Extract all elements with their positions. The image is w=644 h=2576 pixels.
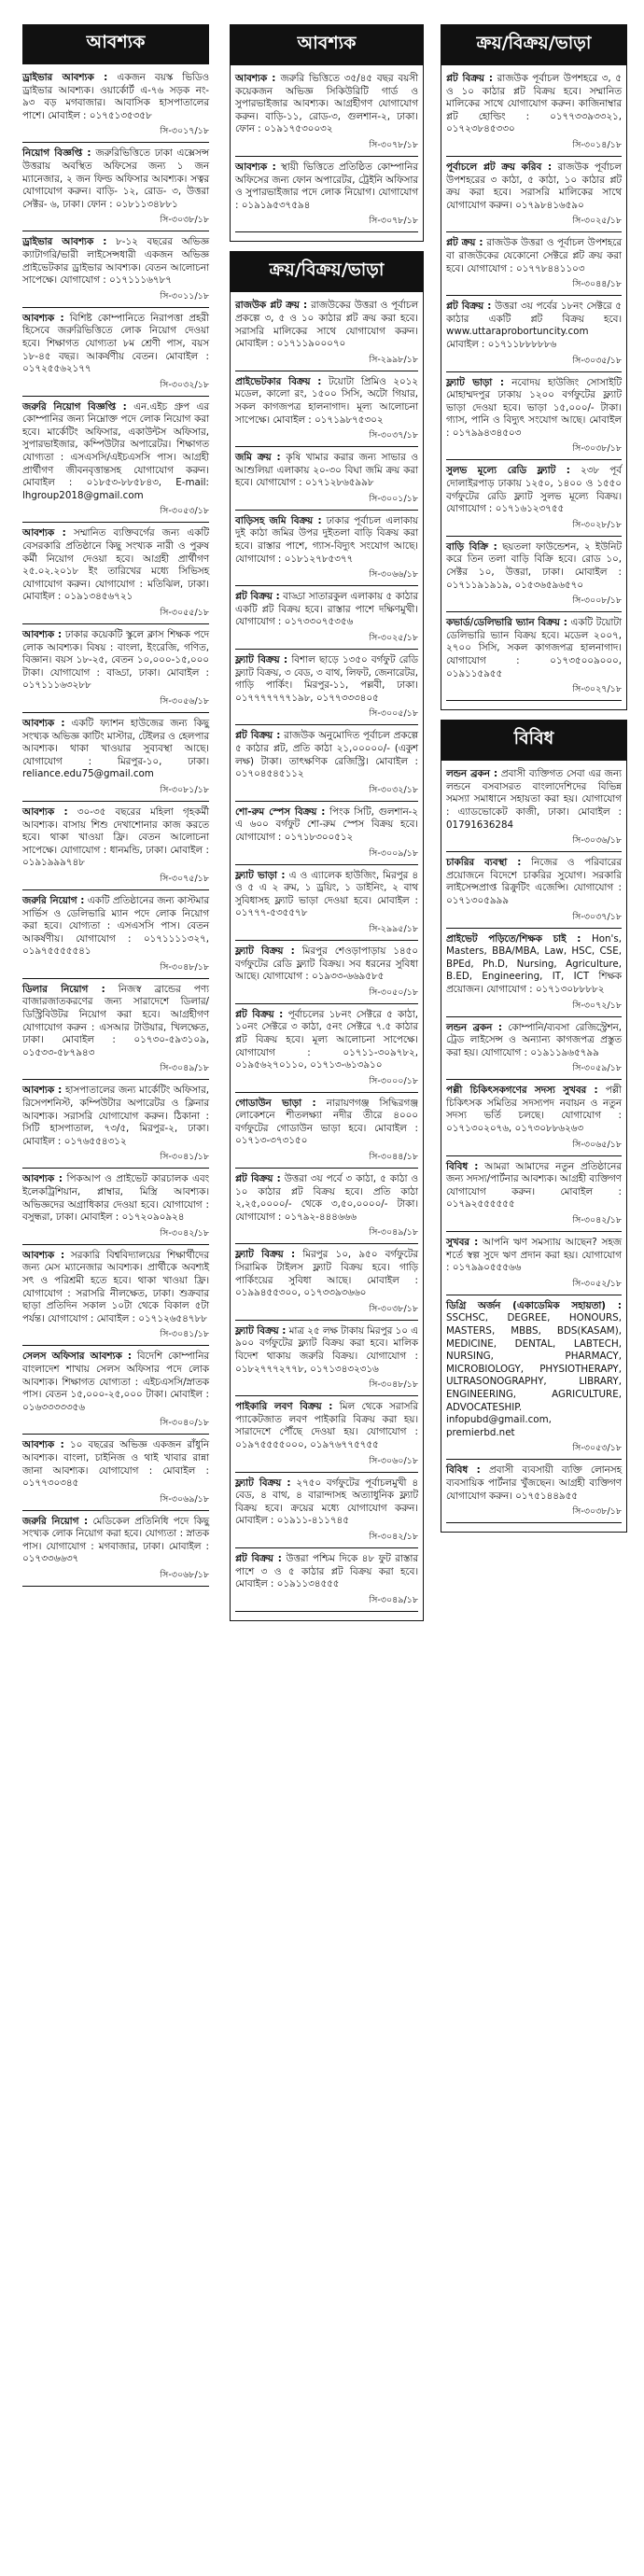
- ad-reference: সি-৩০৫৩/১৮: [572, 1443, 622, 1454]
- ad-divider: [22, 1345, 209, 1346]
- ad-list: [446, 768, 622, 1523]
- ad-heading: প্লট বিক্রয় :: [446, 301, 492, 313]
- ad-heading: জরুরি নিয়োগ বিজ্ঞপ্তি :: [22, 400, 127, 413]
- ad-heading: নিয়োগ বিজ্ঞপ্তি :: [22, 147, 91, 160]
- ad-divider: [235, 510, 418, 511]
- ad-reference: সি-৩০৪৮/১৮: [369, 1379, 418, 1391]
- ad-divider: [446, 1231, 622, 1232]
- ad-divider: [446, 928, 622, 929]
- ad-body: ছয়তলা ফাউন্ডেশন, ২ ইউনিট করে তিন তলা বাড়ি বিক্রি হবে। রোড ১০, সেক্টর ১০, উত্তরা, ঢাকা। মোবাইল : ০১৭১১৯১৯১৯, ০১৫৩৬৫৯৬৫৭০: [446, 540, 622, 591]
- ad-divider: [235, 1395, 418, 1396]
- ad-reference: সি-৩০৪৪/১৮: [572, 279, 622, 290]
- ad-body: কোম্পানি/ব্যবসা রেজিস্ট্রেশন, ট্রেড লাইসেন্স ও অন্যান্য কাগজপত্র প্রস্তুত করা হয়। যোগাযোগ : ০১৯১১৯৬৫৭৯৯: [446, 1021, 622, 1058]
- ad-heading: জরুরি নিয়োগ :: [22, 894, 85, 906]
- ad-reference: সি-৩০৪১/১৮: [160, 1152, 209, 1163]
- ad-divider: [22, 1586, 209, 1587]
- ad-heading: পল্লী চিকিৎসকগণের সদস্য সুখবর :: [446, 1085, 598, 1097]
- ad-reference: সি-৩০১৪/১৮: [572, 139, 622, 150]
- ad-body: বিদেশি কোম্পানির বাংলাদেশ শাখায় সেলস অফিসার পদে লোক আবশ্যক। শিক্ষাগত যোগ্যতা : এইচএসসি/স্নাতক পাস। বেতন ১৫,০০০-২৫,০০০ টাকা। মোবাইল : ০১৬৩৩৩৩৩৫৬: [22, 1351, 210, 1413]
- ad-divider: [22, 623, 209, 624]
- classified-ad: [22, 1173, 209, 1226]
- ad-heading: বিবিধ :: [446, 1464, 481, 1477]
- ad-divider: [446, 611, 622, 612]
- ad-body: টয়োটা প্রিমিও ২০১২ মডেল, কালো রং, ১৫০০ সিসি, অটো গিয়ার, সকল কাগজপত্র হালনাগাদ। মূল্য আলোচনা সাপেক্ষে। মোবাইল : ০১৭১৯৮৭৫৩০২: [235, 375, 418, 426]
- ad-body: উত্তরা ৩য় পর্বে ৩ কাঠা, ৫ কাঠা ও ১০ কাঠার প্লট বিক্রয় হবে। প্রতি কাঠা ২,২৫,০০০০/- থেকে ৩,৫০,০০০০/- টাকা। যোগাযোগ : ০১৭৯২-৪৪৪৬৬৬: [235, 1173, 419, 1223]
- ad-heading: প্লট ক্রয় :: [446, 237, 483, 249]
- ad-divider: [446, 1459, 622, 1460]
- classified-ad: [446, 465, 622, 518]
- classified-ad: [446, 1085, 622, 1138]
- ad-divider: [446, 371, 622, 372]
- classified-ad: [446, 1161, 622, 1214]
- ad-divider: [446, 1079, 622, 1080]
- ad-divider: [446, 700, 622, 701]
- classified-ad: [235, 73, 418, 139]
- ad-divider: [446, 295, 622, 296]
- section-header: ক্রয়/বিক্রয়/ভাড়া: [441, 25, 626, 65]
- ad-body: জরুরিভিত্তিতে ঢাকা এক্সেসন্স উত্তরায় অবস্থিত অফিসের জন্য ১ জন ম্যানেজার, ২ জন ফিল্ড অফিসার আবশ্যক। সত্বর যোগাযোগ করুন। বাড়ি- ১২, রোড- ৩, উত্তরা সেক্টর- ৬, ঢাকা। ফোন : ০১৮১১৩৪৮৮১: [22, 147, 209, 210]
- classified-ad: [235, 1249, 418, 1302]
- ad-heading: রাজউক প্লট ক্রয় :: [235, 300, 308, 312]
- ad-divider: [235, 724, 418, 725]
- ad-heading: জমি ক্রয় :: [235, 452, 281, 464]
- ad-reference: সি-৩০২৫/১৮: [572, 216, 622, 227]
- ad-reference: সি-৩০০০/১৮: [369, 1075, 418, 1086]
- ad-heading: প্লট বিক্রয় :: [235, 591, 280, 603]
- classified-ad: [235, 300, 418, 353]
- classified-ad: [22, 1439, 209, 1492]
- ad-heading: লন্ডন ব্রকন :: [446, 768, 498, 780]
- classified-ad: [446, 237, 622, 278]
- ad-heading: প্লট বিক্রয় :: [235, 1173, 281, 1185]
- classified-ad: [235, 1009, 418, 1075]
- ad-body: এ ও এ্যালেক হাউজিং, মিরপুর ৪ ও ৫ এ ২ রুম, ১ ড্রয়িং, ১ ডাইনিং, ২ বাথ সুবিধাসহ ফ্ল্যাট ভাড়া দেওয়া হবে। মোবাইল : ০১৭৭৭-৫৩৫৫৭৮: [235, 869, 419, 919]
- ad-body: নিজের ও পরিবারের প্রয়োজনে বিদেশে চাকরির সুযোগ। সরকারি লাইসেন্সপ্রাপ্ত রিক্রুটিং এজেন্সি। যোগাযোগ : ০১৭১৩০৫৯৯৯: [446, 857, 622, 906]
- ad-divider: [235, 940, 418, 941]
- ad-heading: প্লট বিক্রয় :: [446, 73, 493, 84]
- classified-ad: [235, 376, 418, 429]
- ad-heading: আবশ্যক :: [22, 1249, 65, 1261]
- ad-reference: সি-৩০৫২/১৮: [572, 1278, 622, 1289]
- ad-divider: [446, 156, 622, 157]
- classified-ad: [235, 1553, 418, 1594]
- classified-ad: [235, 591, 418, 632]
- classified-ad: [235, 161, 418, 215]
- ad-heading: গোডাউন ভাড়া :: [235, 1097, 316, 1109]
- ad-reference: সি-৩০৩৮/১৮: [160, 215, 209, 226]
- ad-heading: পূর্বাচলে প্লট ক্রয় করিব :: [446, 161, 553, 173]
- ad-body: Hon's, Masters, BBA/MBA, Law, HSC, CSE, BPEd, Ph.D, Nursing, Agriculture, B.ED, Engineering, IT, ICT শিক্ষক প্রয়োজন। যোগাযোগ : ০১৭১৩০৮৮৮৮২: [446, 932, 622, 995]
- ad-reference: সি-৩০১৭/১৮: [160, 126, 209, 137]
- ad-divider: [446, 1155, 622, 1156]
- ad-reference: সি-৩০৮১/১৮: [160, 784, 209, 795]
- ad-divider: [235, 864, 418, 865]
- ad-divider: [22, 712, 209, 713]
- ad-body: মেডিকেল প্রতিনিধি পদে কিছু সংখ্যক লোক নিয়োগ করা হবে। যোগ্যতা : স্নাতক পাস। যোগাযোগ : মগবাজার, ঢাকা। মোবাইল : ০১৭৩৩৬৬৩৭: [22, 1515, 209, 1565]
- ad-divider: [235, 156, 418, 157]
- ad-reference: সি-৩০৭২/১৮: [572, 1000, 622, 1011]
- ad-heading: আবশ্যক :: [22, 717, 65, 729]
- ad-divider: [22, 801, 209, 802]
- ad-divider: [235, 231, 418, 232]
- ad-reference: সি-৩০৪২/১৮: [572, 1215, 622, 1226]
- ad-heading: আবশ্যক :: [235, 161, 276, 173]
- ad-heading: আবশ্যক :: [22, 527, 66, 539]
- ad-body: রাজউকের উত্তরা ও পূর্বাচল প্রকল্পে ৩, ৫ ও ১০ কাঠার প্লট ক্রয় করা হবে। সরাসরি মালিকের সাথে যোগাযোগ করুন। মোবাইল : ০১৭১১৯০০০৭০: [235, 300, 418, 350]
- ad-reference: সি-২৯৯৫/১৮: [369, 923, 418, 934]
- ad-heading: ফ্ল্যাট ভাড়া :: [446, 376, 504, 388]
- ad-divider: [235, 1472, 418, 1473]
- classified-ad: [22, 1516, 209, 1569]
- ad-body: উত্তরা পশ্চিম দিকে ৪৮ ফুট রাস্তার পাশে ৩ ও ৫ কাঠার প্লট বিক্রয় করা হবে। মোবাইল : ০১৯১১৩৪৫৫৫: [235, 1552, 418, 1590]
- ad-reference: সি-৩০২৭/১৮: [572, 684, 622, 695]
- ad-heading: ড্রাইভার আবশ্যক :: [22, 72, 108, 83]
- ad-body: এন.এইচ গ্রুপ এর কোম্পানির জন্য নিম্নোক্ত পদে লোক নিয়োগ করা হবে। মার্কেটিং অফিসার, একাউন্টস অফিসার, সুপারভাইজার, কম্পিউটার অপারেটর। শিক্ষাগত যোগ্যতা : এসএসসি/এইচএসসি পাস। আগ্রহী প্রার্থীগণ জীবনবৃত্তান্তসহ যোগাযোগ করুন। মোবাইল : ০১৮৫৩-৮৮৫৮৪৩, E-mail: lhgroup2018@gmail.com: [22, 400, 209, 501]
- ad-heading: শো-রুম স্পেস বিক্রয় :: [235, 805, 326, 818]
- ad-heading: প্লট বিক্রয় :: [235, 1008, 284, 1020]
- classified-ad: [235, 654, 418, 707]
- ad-body: প্রবাসী ব্যবসায়ী ব্যক্তি লোনসহ ব্যবসায়িক পার্টনার খুঁজছেন। আগ্রহী ব্যক্তিগণ যোগাযোগ করুন। ০১৭৫১৪৪৯৫৫: [446, 1464, 623, 1502]
- ad-reference: সি-৩০৪০/১৮: [160, 1418, 209, 1429]
- ad-heading: কভার্ড/ডেলিভারি ভ্যান বিক্রয় :: [446, 617, 567, 629]
- ad-heading: প্লট বিক্রয় :: [235, 730, 281, 742]
- ad-body: মিরপুর ১০, ৯৫০ বর্গফুটের সিরামিক টাইলস ফ্ল্যাট বিক্রয় হবে। গাড়ি পার্কিংয়ের সুবিধা আছে। মোবাইল : ০১৯৯৪৫৫৩০০, ০১৭৩৩৯৩৬৬০: [235, 1249, 418, 1299]
- classified-ad: [235, 945, 418, 987]
- ad-reference: সি-৩০৩৭/১৮: [369, 430, 418, 441]
- classified-ad: [22, 1250, 209, 1329]
- ad-reference: সি-২৯৯৮/১৮: [369, 354, 418, 365]
- ad-divider: [235, 1092, 418, 1093]
- ad-reference: সি-৩০৫০/১৮: [369, 987, 418, 998]
- ad-body: একটি প্রতিষ্ঠানের জন্য কাস্টমার সার্ভিস ও ডেলিভারি ম্যান পদে লোক নিয়োগ করা হবে। যোগ্যতা : এসএসসি পাস। বেতন আকর্ষণীয়। যোগাযোগ : ০১৭১১১১৩২৭, ০১৯৭৫৫৫৫৫৪১: [22, 894, 209, 958]
- ad-reference: সি-৩০৩২/১৮: [369, 784, 418, 795]
- classified-ad: [235, 515, 418, 568]
- classified-ad: [446, 1464, 622, 1505]
- ad-divider: [22, 889, 209, 890]
- ad-heading: ফ্ল্যাট বিক্রয় :: [235, 1324, 287, 1337]
- ad-reference: সি-৩০৪৪/১৮: [369, 1152, 418, 1163]
- classified-ad: [446, 933, 622, 1000]
- ad-body: নারায়ণগঞ্জ সিদ্ধিরগঞ্জ লোকেশনে শীতলক্ষ্যা নদীর তীরে ৪০০০ বর্গফুটের গোডাউন ভাড়া হবে। মোবাইল : ০১৭১৩-৩৭৩১৫০: [235, 1097, 418, 1147]
- ad-heading: ফ্ল্যাট ভাড়া :: [235, 869, 286, 881]
- ad-heading: চাকরির ব্যবস্থা :: [446, 857, 522, 869]
- ad-body: রাজউক পূর্বাচল উপশহরে ৩, ৫ ও ১০ কাঠার প্লট বিক্রয় হবে। সম্মানিত মালিকের সাথে যোগাযোগ করুন। কাজিনাম্বার প্লট হোল্ডিং : ০১৭৭৩৩৯৩৩২১, ০১৭২৩৮৪৫৩৩০: [446, 73, 622, 135]
- ad-list: [235, 73, 418, 232]
- ad-reference: সি-৩০০৫/১৮: [369, 708, 418, 720]
- ad-body: মিরপুর শেওড়াপাড়ায় ১৪৫০ বর্গফুটের রেডি ফ্ল্যাট বিক্রয়। সব ধরনের সুবিধা আছে। যোগাযোগ : ০১৯৩৩-৬৬৯৫৮৫: [235, 945, 418, 983]
- classified-ad: [446, 1022, 622, 1063]
- ad-reference: সি-৩০৭৮/১৮: [369, 139, 418, 150]
- ad-heading: আবশ্যক :: [235, 73, 276, 84]
- classified-ad: [22, 629, 209, 695]
- ad-body: মাত্র ২৫ লক্ষ টাকায় মিরপুর ১০ এ ৯০০ বর্গফুটের ফ্ল্যাট বিক্রয় করা হবে। মালিক বিদেশ থাকায় জরুরি বিক্রয়। যোগাযোগ : ০১৮২৭৭৭২৭৭৮, ০১৭১৩৪৩২৩১৬: [235, 1324, 418, 1375]
- classified-ad: [22, 313, 209, 379]
- column-1: [22, 24, 209, 1591]
- classified-ad: [235, 1098, 418, 1151]
- ad-body: সরকারি বিশ্ববিদ্যালয়ের শিক্ষার্থীদের জন্য মেস ম্যানেজার আবশ্যক। প্রার্থীকে অবশ্যই সৎ ও পরিশ্রমী হতে হবে। থাকা খাওয়া ফ্রি। যোগাযোগ : সরাসরি নীলক্ষেত, ঢাকা। শুক্রবার ছাড়া প্রতিদিন সকাল ১০টা থেকে বিকাল ৫টা পর্যন্ত। যোগাযোগ : মোবাইল : ০১৭১২৬৫৪৭৮৮: [22, 1249, 209, 1324]
- section-header: আবশ্যক: [22, 24, 209, 64]
- ad-body: একটি টয়োটা ডেলিভারি ভ্যান বিক্রয় হবে। মডেল ২০০৭, ২৭০০ সিসি, সকল কাগজপত্র হালনাগাদ। যোগাযোগ : ০১৭৩৫০০৯০০০, ০১৯১১৫৯৫৫: [446, 617, 622, 679]
- classified-ad: [235, 1325, 418, 1379]
- ad-divider: [446, 1016, 622, 1017]
- ad-heading: সুলভ মূল্যে রেডি ফ্ল্যাট :: [446, 465, 570, 477]
- ad-reference: সি-৩০৩৭/১৮: [572, 911, 622, 922]
- ad-divider: [22, 522, 209, 523]
- ad-divider: [446, 459, 622, 460]
- ad-reference: সি-৩০৩৮/১৮: [572, 1506, 622, 1518]
- ad-divider: [22, 1079, 209, 1080]
- ad-body: SSCHSC, DEGREE, HONOURS, MASTERS, MBBS, BDS(KASAM), MEDICINE, DENTAL, LABTECH, NURSING, PHARMACY, MICROBIOLOGY, PHYSIOTHERAPY, ULTRASONOGRAPHY, LIBRARY, ENGINEERING, AGRICULTURE, ADVOCATESHIP. infopubd@gmail.com, premierbd.net: [446, 1312, 622, 1438]
- ad-body: পিংক সিটি, গুলশান-২ এ ৬০০ বর্গফুট শো-রুম স্পেস বিক্রয় হবে। যোগাযোগ : ০১৭১৮৩০০৫১২: [235, 805, 418, 843]
- classified-ad: [235, 1173, 418, 1226]
- classified-ad: [22, 72, 209, 125]
- ad-reference: সি-৩০৪৮/১৮: [160, 961, 209, 973]
- ad-heading: আবশ্যক :: [22, 312, 64, 324]
- classified-ad: [22, 147, 209, 214]
- classified-ad: [235, 1401, 418, 1454]
- ad-heading: ডিগ্রি অর্জন (একাডেমিক সহায়তা) :: [446, 1299, 622, 1311]
- ad-body: জরুরি ভিত্তিতে ৩৫/৪৫ বছর বয়সী কয়েকজন অভিজ্ঞ সিকিউরিটি গার্ড ও সুপারভাইজার আবশ্যক। আগ্রহীগণ যোগাযোগ করুন। বাড়ি-১১, রোড-৩, গুলশান-২, ঢাকা। ফোন : ০১৯১৭৫৩০০৩২: [235, 73, 418, 135]
- ad-reference: সি-৩০৩৮/১৮: [369, 1303, 418, 1314]
- ad-divider: [235, 446, 418, 447]
- classified-ad: [235, 1477, 418, 1531]
- ad-heading: ফ্ল্যাট বিক্রয় :: [235, 945, 295, 957]
- ad-body: ২৩৮ পূর্ব দোলাইরপাড় ঢাকায় ১২৫০, ১৪০০ ও ১৫৫০ বর্গফুটের রেডি ফ্ল্যাট সুলভ মূল্যে বিক্রয়। যোগাযোগ : ০১৭১৬১২৩৭৫৫: [446, 465, 622, 515]
- ad-divider: [22, 1244, 209, 1245]
- ad-reference: সি-৩০৬৬/১৮: [369, 569, 418, 581]
- ad-divider: [446, 231, 622, 232]
- ad-body: বিশিষ্ট কোম্পানিতে নিরাপত্তা প্রহরী হিসেবে জরুরিভিত্তিতে লোক নিয়োগ দেওয়া হবে। শিক্ষাগত যোগ্যতা ৮ম শ্রেণী পাস, বয়স ১৮-৪৫ বছর। আকর্ষণীয় বেতন। মোবাইল : ০১৭২৫৫৬২১৭৭: [22, 312, 209, 375]
- ad-heading: প্রাইভেট পড়িতে/শিক্ষক চাই :: [446, 932, 581, 945]
- ad-reference: সি-৩০৩৫/১৮: [572, 355, 622, 366]
- ad-reference: সি-৩০৪৯/১৮: [369, 1594, 418, 1605]
- boxed-section: [230, 24, 424, 242]
- ad-body: একটি ফ্যাশন হাউজের জন্য কিছু সংখ্যক অভিজ্ঞ কাটিং মাস্টার, টেইলর ও হেলপার আবশ্যক। থাকা খাওয়ার সুব্যবস্থা আছে। যোগাযোগ : মিরপুর-১০, ঢাকা। reliance.edu75@gmail.com: [22, 717, 209, 780]
- ad-body: স্থায়ী ভিত্তিতে প্রতিষ্ঠিত কোম্পানির অফিসের জন্য ফোন অপারেটর, ট্রেইনি অফিসার ও সুপারভাইজার পদে লোক নিয়োগ। যোগাযোগ : ০১৯১৯৫৩৭৫৯৪: [235, 161, 418, 211]
- classified-ad: [446, 301, 622, 354]
- classified-ad: [22, 806, 209, 873]
- ad-list: [235, 300, 418, 1611]
- ad-body: নবোদয় হাউজিং সোসাইটি মোহাম্মদপুর ঢাকায় ১২০০ বর্গফুটের ফ্ল্যাট ভাড়া দেওয়া হবে। ভাড়া ১৫,০০০/- টাকা। গ্যাস, পানি ও বিদ্যুৎ সংযোগ আছে। মোবাইল : ০১৭৯৯৪৩৪৫০৩: [446, 376, 623, 439]
- ad-reference: সি-৩০৩৮/১৮: [572, 443, 622, 455]
- ad-reference: সি-৩০৫৫/১৮: [160, 608, 209, 618]
- ad-body: রাজউক পূর্বাচল উপশহরের ৩ কাঠা, ৫ কাঠা, ১০ কাঠার প্লট ক্রয় করা হবে। সরাসরি মালিকের সাথে যোগাযোগ করুন। ০১৭৯৮৪১৬৫৯০: [446, 161, 622, 211]
- ad-body: রাজউক উত্তরা ও পূর্বাচল উপশহরে বা রাজউকের যেকোনো সেক্টরে প্লট ক্রয় করা হবে। যোগাযোগ : ০১৭৭৮৪৪১১০৩: [446, 237, 622, 274]
- ad-body: ১০ বছরের অভিজ্ঞ একজন রাঁধুনি আবশ্যক। বাংলা, চাইনিজ ও থাই খাবার রান্না জানা আবশ্যক। যোগাযোগ : মোবাইল : ০১৭৭৩০৩৪৫: [22, 1439, 209, 1490]
- classified-ad: [446, 857, 622, 910]
- ad-heading: বিবিধ :: [446, 1160, 479, 1172]
- classified-ad: [235, 452, 418, 493]
- column-2: [230, 24, 424, 1631]
- classified-ad: [446, 541, 622, 595]
- classified-ad: [22, 527, 209, 607]
- ad-body: পিকআপ ও প্রাইভেট কারচালক এবং ইলেকট্রিশিয়ান, প্লাম্বার, মিস্ত্রি আবশ্যক। অভিজ্ঞদের অগ্রাধিকার দেওয়া হবে। যোগাযোগ : বসুন্ধরা, ঢাকা। মোবাইল : ০১৭২০৯০৯২৪: [22, 1173, 209, 1224]
- section-header: আবশ্যক: [231, 25, 423, 65]
- ad-body: রাজউক অনুমোদিত পূর্বাচল প্রকল্পে ৫ কাঠার প্লট, প্রতি কাঠা ২১,০০০০০/- (একুশ লক্ষ) টাকা। তাৎক্ষণিক রেজিস্ট্রি। মোবাইল : ০১৭০৪৫৪৫১১২: [235, 730, 418, 780]
- ad-heading: ফ্ল্যাট বিক্রয় :: [235, 1249, 296, 1261]
- classified-ad: [446, 1237, 622, 1278]
- boxed-section: [441, 24, 627, 710]
- classified-ad: [22, 1085, 209, 1151]
- ad-heading: ডিলার নিয়োগ :: [22, 983, 105, 995]
- ad-reference: সি-৩০৪১/১৮: [160, 1329, 209, 1340]
- ad-reference: সি-৩০৬৫/১৮: [572, 1139, 622, 1150]
- classified-ad: [22, 718, 209, 784]
- column-3: [441, 24, 627, 1542]
- classified-ad: [22, 1351, 209, 1417]
- ad-reference: সি-৩০৫৩/১৮: [160, 506, 209, 517]
- ad-reference: সি-৩০০১/১৮: [369, 493, 418, 504]
- ad-heading: ফ্ল্যাট বিক্রয় :: [235, 654, 288, 666]
- ad-reference: সি-৩০৬৯/১৮: [160, 1493, 209, 1505]
- ad-heading: প্রাইভেটকার বিক্রয় :: [235, 375, 322, 387]
- ad-divider: [446, 851, 622, 852]
- classified-ad: [446, 617, 622, 683]
- ad-divider: [22, 396, 209, 397]
- ad-reference: সি-৩০৫৬/১৮: [160, 695, 209, 707]
- classified-ad: [446, 161, 622, 215]
- ad-reference: সি-৩০৫৯/১৮: [572, 1063, 622, 1074]
- ad-body: মিল থেকে সরাসরি প্যাকেটজাত লবণ পাইকারি বিক্রয় করা হয়। সারাদেশে পৌঁছে দেওয়া হয়। যোগাযোগ : ০১৯৭৫৫৫৫০০০, ০১৯৭৬৭৭৫৭৫৫: [235, 1401, 418, 1450]
- ad-list: [446, 73, 622, 701]
- ad-divider: [235, 1168, 418, 1169]
- section-header: ক্রয়/বিক্রয়/ভাড়া: [231, 252, 423, 292]
- ad-reference: সি-৩০৩৬/১৮: [572, 835, 622, 847]
- ad-divider: [22, 1434, 209, 1435]
- ad-body: ৮-১২ বছরের অভিজ্ঞ ক্যাটাগরি/ভারী লাইসেন্সধারী একজন অভিজ্ঞ প্রাইভেটকার ড্রাইভার আবশ্যক। বেতন আলোচনা সাপেক্ষে। যোগাযোগ : ০১৭১১১৬৭৮৭: [22, 236, 209, 287]
- ad-divider: [235, 1611, 418, 1612]
- ad-heading: আবশ্যক :: [22, 629, 63, 640]
- ad-body: আপনি ঋণ সমস্যায় আছেন? সহজ শর্তে স্বল্প সুদে ঋণ প্রদান করা হয়। যোগাযোগ : ০১৭৯৯০৫৫৫৬৬: [446, 1237, 622, 1274]
- boxed-section: [230, 251, 424, 1620]
- ad-body: পূর্বাচলের ১৮নং সেক্টরে ৫ কাঠা, ১০নং সেক্টরে ৩ কাঠা, ৫নং সেক্টরে ৭.৫ কাঠার প্লট বিক্রয় হবে। মূল্য আলোচনা সাপেক্ষে। যোগাযোগ : ০১৭১১-৩০৯৭৮২, ০১৯৫৬২৭০১১০, ০১৭১৩-৬১৩৯১০: [235, 1008, 418, 1071]
- ad-body: সম্মানিত ব্যক্তিবর্গের জন্য একটি বেসরকারি প্রতিষ্ঠানে কিছু সংখ্যক নারী ও পুরুষ কর্মী নিয়োগ দেওয়া হবে। আগ্রহী প্রার্থীগণ ২৫.০২.২০১৮ ইং তারিখের মধ্যে সিভিসহ যোগাযোগ করুন। যোগাযোগ : মতিঝিল, ঢাকা। মোবাইল : ০১৯১৩৪৫৬৭২১: [22, 527, 209, 603]
- classified-ad: [22, 984, 209, 1063]
- classified-ad: [446, 1300, 622, 1443]
- ad-divider: [235, 801, 418, 802]
- classified-ad: [235, 806, 418, 847]
- ad-reference: সি-৩০৭৫/১৮: [160, 873, 209, 884]
- classified-ad: [446, 768, 622, 834]
- ad-heading: আবশ্যক :: [22, 1439, 64, 1451]
- ad-divider: [235, 1547, 418, 1548]
- ad-heading: লন্ডন ব্রকন :: [446, 1021, 502, 1033]
- ad-divider: [22, 142, 209, 143]
- ad-heading: আবশ্যক :: [22, 1173, 63, 1185]
- ad-body: কৃষি খামার করার জন্য সাভার ও আশুলিয়া এলাকায় ২০-৩০ বিঘা জমি ক্রয় করা হবে। যোগাযোগ : ০১৭১২৮৬৫৯৯৮: [235, 452, 418, 489]
- ad-reference: সি-৩০২৮/১৮: [572, 519, 622, 530]
- ad-list: [22, 72, 209, 1587]
- ad-divider: [235, 1003, 418, 1004]
- ad-heading: সুখবর :: [446, 1237, 479, 1249]
- ad-reference: সি-৩০২৫/১৮: [369, 633, 418, 644]
- ad-divider: [235, 1320, 418, 1321]
- ad-heading: বাড়িসহ জমি বিক্রয় :: [235, 514, 322, 526]
- ad-body: প্রবাসী ব্যক্তিগত সেবা এর জন্য লন্ডনে বসবাসরত বাংলাদেশিদের বিভিন্ন সমস্যা সমাধানে সহায়তা করা হয়। যোগাযোগ : এ্যাডভোকেট কাজী, ঢাকা। মোবাইল : 01791636284: [446, 768, 623, 831]
- ad-divider: [235, 585, 418, 586]
- ad-reference: সি-৩০৬৮/১৮: [160, 1570, 209, 1581]
- ad-reference: সি-৩০৪২/১৮: [369, 1531, 418, 1542]
- classified-ad: [22, 401, 209, 506]
- ad-body: ২৭৫০ বর্গফুটের পূর্বাচলমুখী ৪ বেড, ৪ বাথ, ৪ বারান্দাসহ অত্যাধুনিক ফ্ল্যাট বিক্রয় হবে। ক্রয়ের মধ্যে যোগাযোগ করুন। মোবাইল : ০১৯১১-৪১১৭৪৫: [235, 1477, 419, 1527]
- ad-reference: সি-৩০৪২/১৮: [160, 1227, 209, 1239]
- ad-heading: বাড়ি বিক্রি :: [446, 540, 497, 553]
- ad-reference: সি-৩০৩২/১৮: [160, 379, 209, 390]
- ad-divider: [22, 1510, 209, 1511]
- ad-heading: আবশ্যক :: [22, 1085, 63, 1097]
- ad-heading: ফ্ল্যাট বিক্রয় :: [235, 1477, 291, 1489]
- ad-body: বিশাল ছাড়ে ১৩৫০ বর্গফুট রেডি ফ্ল্যাট বিক্রয়, ৩ বেড, ৩ বাথ, লিফট, জেনারেটর, গাড়ি পার্কিং। মিরপুর-১১, পল্লবী, ঢাকা। ০১৭৭৭৭৭৭৭১৯৮, ০১৭৭৩৩৩৪০৫: [235, 654, 418, 704]
- section-header: বিবিধ: [441, 721, 626, 761]
- ad-reference: সি-৩০৪৯/১৮: [369, 1227, 418, 1239]
- classified-ad: [235, 870, 418, 923]
- classified-ad: [446, 73, 622, 139]
- ad-reference: সি-৩০৬০/১৮: [369, 1455, 418, 1466]
- ad-heading: প্লট বিক্রয় :: [235, 1552, 282, 1564]
- ad-heading: পাইকারি লবণ বিক্রয় :: [235, 1401, 333, 1413]
- ad-body: ঢাকার কয়েকটি স্কুলে ক্লাস শিক্ষক পদে লোক আবশ্যক। বিষয় : বাংলা, ইংরেজি, গণিত, বিজ্ঞান। বয়স ১৮-২৫, বেতন ১০,০০০-১৫,০০০ টাকা। যোগাযোগ : বাড্ডা, ঢাকা। মোবাইল : ০১৭১১১৬৩২৮৮: [22, 629, 210, 692]
- ad-reference: সি-৩০০৮/১৮: [572, 595, 622, 607]
- ad-body: উত্তরা ৩য় পর্বের ১৮নং সেক্টরে ৫ কাঠার একটি প্লট বিক্রয় হবে। www.uttaraprobortuncity.com মোবাইল : ০১৭১১৮৮৮৮৮৬: [446, 301, 622, 350]
- ad-divider: [235, 649, 418, 650]
- ad-body: বাড্ডা সাতারকুল এলাকায় ৫ কাঠার একটি প্লট বিক্রয় হবে। রাস্তার পাশে দক্ষিণমুখী। যোগাযোগ : ০১৭৩৩০৭৫৩৫৬: [235, 591, 418, 628]
- ad-heading: জরুরি নিয়োগ :: [22, 1515, 89, 1527]
- classified-ad: [446, 377, 622, 443]
- ad-body: ৩০-৩৫ বছরের মহিলা গৃহকর্মী আবশ্যক। বাসায় শিশু দেখাশোনার কাজ করতে হবে। থাকা খাওয়া ফ্রি। বেতন আলোচনা সাপেক্ষে। যোগাযোগ : ধানমন্ডি, ঢাকা। মোবাইল : ০১৯১৯৯৯৭৪৮: [22, 805, 209, 869]
- ad-body: ঢাকার পূর্বাচল এলাকায় দুই কাঠা জমির উপর দুইতলা বাড়ি বিক্রয় করা হবে। রাস্তার পাশে, গ্যাস-বিদ্যুৎ সংযোগ আছে। যোগাযোগ : ০১৮১২৭৮৫৩৭৭: [235, 514, 418, 565]
- ad-divider: [22, 978, 209, 979]
- ad-body: পল্লী চিকিৎসক সমিতির সদস্যপদ নবায়ন ও নতুন সদস্য ভর্তি চলছে। যোগাযোগ : ০১৭১৩০২০৭৬, ০১৭৩০৮৮৬২৬৩: [446, 1085, 622, 1135]
- ad-reference: সি-৩০১১/১৮: [160, 290, 209, 301]
- boxed-section: [441, 720, 627, 1533]
- ad-reference: সি-৩০৪৯/১৮: [160, 1063, 209, 1074]
- ad-heading: সেলস অফিসার আবশ্যক :: [22, 1351, 132, 1363]
- ad-body: একজন বয়স্ক ভিডিও ড্রাইভার আবশ্যক। ওয়ার্কোর্ট এ-৭৬ সড়ক নং- ৯৩ বড় মগবাজার। আবাসিক হাসপাতালের পাশে। মোবাইল : ০১৭৫১৩৫৩৫৮: [22, 72, 209, 121]
- ad-heading: ড্রাইভার আবশ্যক :: [22, 236, 107, 248]
- ad-body: হাসপাতালের জন্য মার্কেটিং অফিসার, রিসেপশনিস্ট, কম্পিউটার অপারেটর ও ক্লিনার আবশ্যক। সরাসরি যোগাযোগ করুন। ঠিকানা : সিটি হাসপাতাল, ৭৩/৫, মিরপুর-২, ঢাকা। মোবাইল : ০১৭৬৫৫৪৩১২: [22, 1085, 210, 1147]
- ad-divider: [235, 1243, 418, 1244]
- ad-reference: সি-৩০৭৮/১৮: [369, 216, 418, 227]
- ad-body: নিজস্ব ব্রান্ডের পণ্য বাজারজাতকরণের জন্য সারাদেশে ডিলার/ডিস্ট্রিবিউটর নিয়োগ করা হবে। আগ্রহীগণ যোগাযোগ করুন : এসআর টাউয়ার, খিলক্ষেত, ঢাকা। মোবাইল : ০১৭৩০-৫৯৩১০৯, ০১৫৩৩-৫৮৭৯৪৩: [22, 983, 210, 1058]
- ad-heading: আবশ্যক :: [22, 805, 68, 818]
- ad-divider: [22, 307, 209, 308]
- ad-divider: [446, 1522, 622, 1523]
- classified-ad: [235, 730, 418, 783]
- ad-divider: [22, 1168, 209, 1169]
- classified-ad: [22, 895, 209, 961]
- ad-divider: [446, 536, 622, 537]
- ad-reference: সি-৩০০৯/১৮: [369, 847, 418, 859]
- classified-ad: [22, 236, 209, 289]
- ad-body: আমরা আমাদের নতুন প্রতিষ্ঠানের জন্য সদস্য/পার্টনার আবশ্যক। আগ্রহী ব্যক্তিগণ যোগাযোগ করুন। মোবাইল : ০১৭৯২৫৫৫৫৫৫: [446, 1160, 622, 1211]
